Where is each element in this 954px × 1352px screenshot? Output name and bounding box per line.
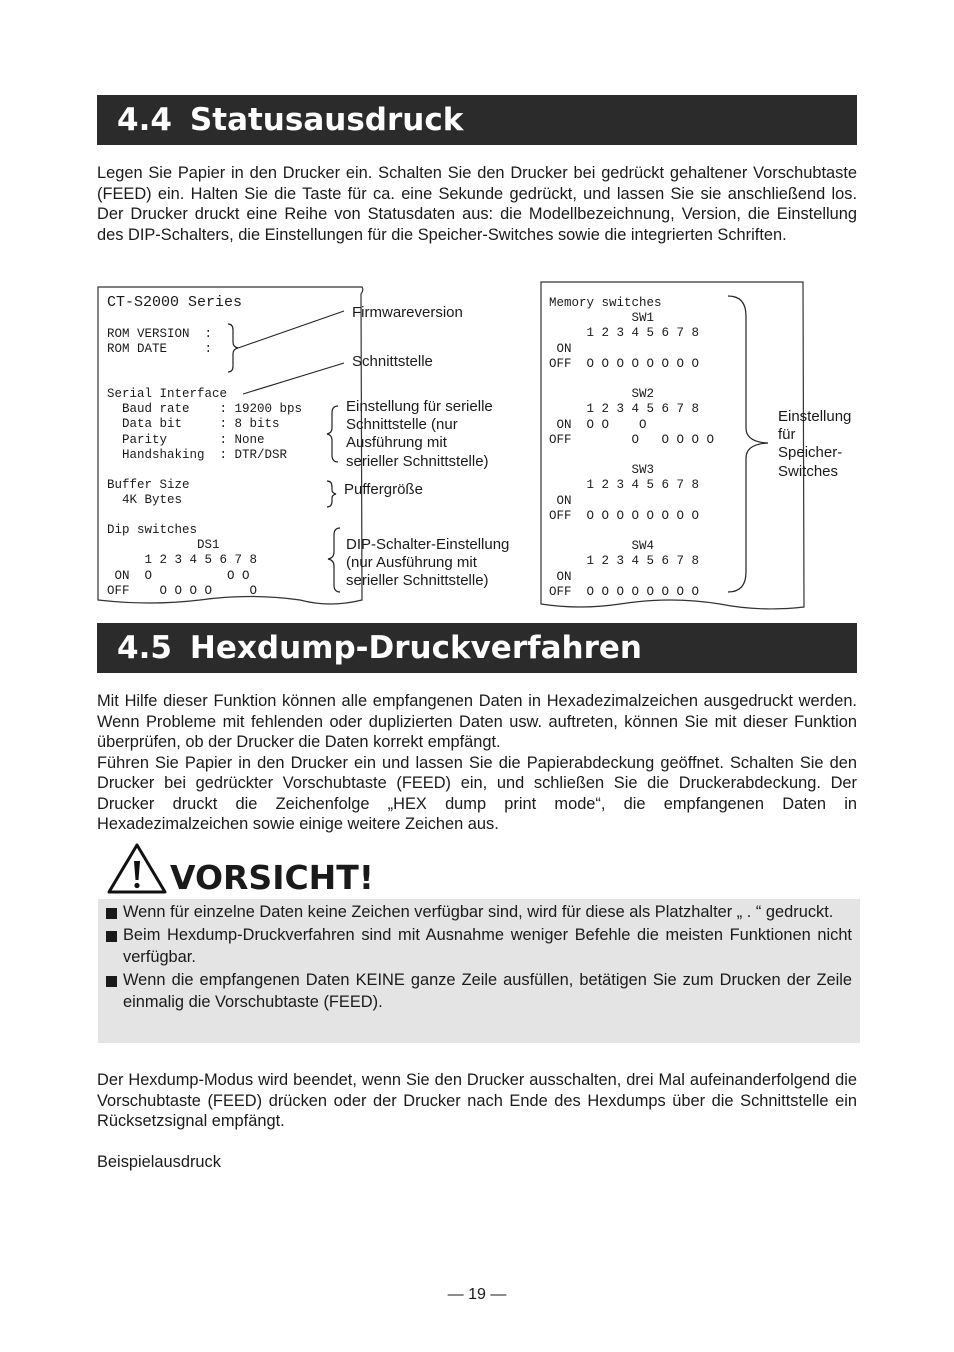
- printout-model-line: CT-S2000 Series: [107, 294, 243, 311]
- label-serial-setting: Einstellung für serielle Schnittstelle (nur Ausführung mit serieller Schnittstelle): [346, 398, 493, 470]
- caution-item: Wenn die empfangenen Daten KEINE ganze Zeile ausfüllen, betätigen Sie zum Drucken der Zeile einmalig die Vorschubtaste (FEED).: [106, 969, 852, 1014]
- caution-box: [98, 899, 860, 1043]
- printout-memory-lines: Memory switches SW1 1 2 3 4 5 6 7 8 ON OFF O O O O O O O O SW2 1 2 3 4 5 6 7 8 ON O O O OFF O O O O O SW3 1 2 3 4 5 6 7 8 ON OFF O O O O O O O O SW4 1 2 3 4 5 6 7 8 ON OFF O O O O O O O O: [549, 296, 715, 599]
- intro-text: Legen Sie Papier in den Drucker ein. Schalten Sie den Drucker bei gedrückt gehaltener Vorschubtaste (FEED) ein. Halten Sie die Taste für ca. eine Sekunde gedrückt, und lassen Sie sie anschließend los. Der Drucker druckt eine Reihe von Statusdaten aus: die Modellbezeichnung, Version, die Einstellung des DIP-Schalters, die Einstellungen für die Speicher-Switches sowie die integrierten Schriften.: [97, 164, 857, 244]
- outro-text: Der Hexdump-Modus wird beendet, wenn Sie den Drucker ausschalten, drei Mal aufeinanderfolgend die Vorschubtaste (FEED) drücken oder der Drucker nach Ende des Hexdumps über die Schnittstelle ein Rücksetzsignal empfängt.: [97, 1071, 857, 1130]
- printout-dip-lines: Dip switches DS1 1 2 3 4 5 6 7 8 ON O O O OFF O O O O O: [107, 523, 258, 598]
- bullet-square-icon: [106, 931, 117, 942]
- warning-triangle-icon: [109, 845, 165, 892]
- label-memory-switches: Einstellung für Speicher- Switches: [778, 408, 852, 480]
- bullet-square-icon: [106, 976, 117, 987]
- label-dip: DIP-Schalter-Einstellung (nur Ausführung mit serieller Schnittstelle): [346, 536, 510, 590]
- hexdump-text-2: Führen Sie Papier in den Drucker ein und lassen Sie die Papierabdeckung geöffnet. Schalten Sie den Drucker bei gedrückter Vorschubtaste (FEED) ein, und schließen Sie die Druckerabdeckung. Der Drucker druckt die Zeichenfolge „HEX dump print mode“, die empfangenen Daten in Hexadezimalzeichen sowie einige weitere Zeichen aus.: [97, 753, 857, 833]
- label-interface: Schnittstelle: [352, 353, 433, 370]
- example-label: Beispielausdruck: [97, 1153, 221, 1171]
- section-number: 4.5: [117, 630, 172, 666]
- outro-paragraph: [97, 1070, 857, 1132]
- caution-item: Wenn für einzelne Daten keine Zeichen verfügbar sind, wird für diese als Platzhalter „ . “ gedruckt.: [106, 901, 852, 924]
- label-firmware: Firmwareversion: [352, 304, 463, 321]
- bullet-square-icon: [106, 908, 117, 919]
- section-title: Hexdump-Druckverfahren: [189, 630, 642, 666]
- section-number: 4.4: [117, 102, 172, 138]
- caution-item: Beim Hexdump-Druckverfahren sind mit Ausnahme weniger Befehle die meisten Funktionen nicht verfügbar.: [106, 924, 852, 969]
- hexdump-text-1: Mit Hilfe dieser Funktion können alle empfangenen Daten in Hexadezimalzeichen ausgedruckt werden. Wenn Probleme mit fehlenden oder duplizierten Daten usw. auftreten, können Sie mit dieser Funktion überprüfen, ob der Drucker die Daten korrekt empfängt.: [97, 692, 857, 751]
- caution-title: VORSICHT!: [170, 858, 374, 897]
- label-buffer: Puffergröße: [344, 481, 423, 498]
- section-title: Statusausdruck: [189, 102, 464, 138]
- printout-buffer-lines: Buffer Size 4K Bytes: [107, 478, 190, 508]
- printout-serial-lines: Serial Interface Baud rate : 19200 bps Data bit : 8 bits Parity : None Handshaking : DTR/DSR: [107, 387, 303, 462]
- page-number: — 19 —: [447, 1286, 507, 1303]
- printout-rom-lines: ROM VERSION : ROM DATE :: [107, 327, 213, 357]
